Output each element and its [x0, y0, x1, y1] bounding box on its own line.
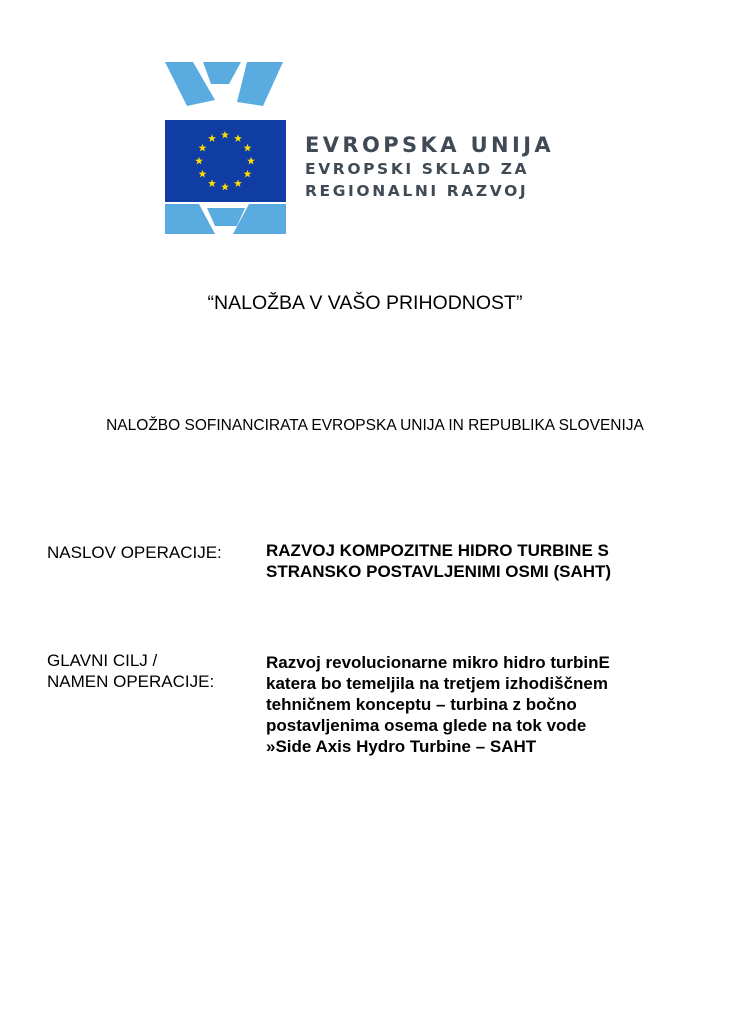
main-goal-line: tehničnem konceptu – turbina z bočno: [266, 695, 577, 714]
operation-title-label-text: NASLOV OPERACIJE:: [47, 543, 222, 562]
logo-swoosh-top-mid: [203, 62, 241, 84]
operation-title-line: STRANSKO POSTAVLJENIMI OSMI (SAHT): [266, 562, 612, 581]
main-goal-label-line: NAMEN OPERACIJE:: [47, 672, 215, 691]
eu-logo: [163, 62, 573, 234]
operation-title-label: [47, 542, 222, 563]
cofinance-statement: NALOŽBO SOFINANCIRATA EVROPSKA UNIJA IN REPUBLIKA SLOVENIJA: [106, 417, 644, 434]
main-goal-line: Razvoj revolucionarne mikro hidro turbinE: [266, 653, 610, 672]
eu-flag-icon: [163, 62, 288, 234]
main-goal-value: [266, 652, 706, 757]
main-goal-label: [47, 650, 214, 692]
main-goal-line: katera bo temeljila na tretjem izhodiščnem: [266, 674, 609, 693]
slogan: “NALOŽBA V VAŠO PRIHODNOST”: [207, 292, 523, 314]
logo-text: [305, 132, 554, 202]
logo-line-1: EVROPSKA UNIJA: [305, 133, 555, 157]
logo-line-2: EVROPSKI SKLAD ZA: [305, 160, 530, 178]
main-goal-label-line: GLAVNI CILJ /: [47, 651, 158, 670]
main-goal-line: »Side Axis Hydro Turbine – SAHT: [266, 737, 537, 756]
operation-title-line: RAZVOJ KOMPOZITNE HIDRO TURBINE S: [266, 541, 609, 560]
main-goal-line: postavljenima osema glede na tok vode: [266, 716, 587, 735]
logo-swoosh-top-right: [237, 62, 283, 106]
operation-title-value: [266, 540, 706, 582]
logo-line-3: REGIONALNI RAZVOJ: [305, 182, 529, 200]
